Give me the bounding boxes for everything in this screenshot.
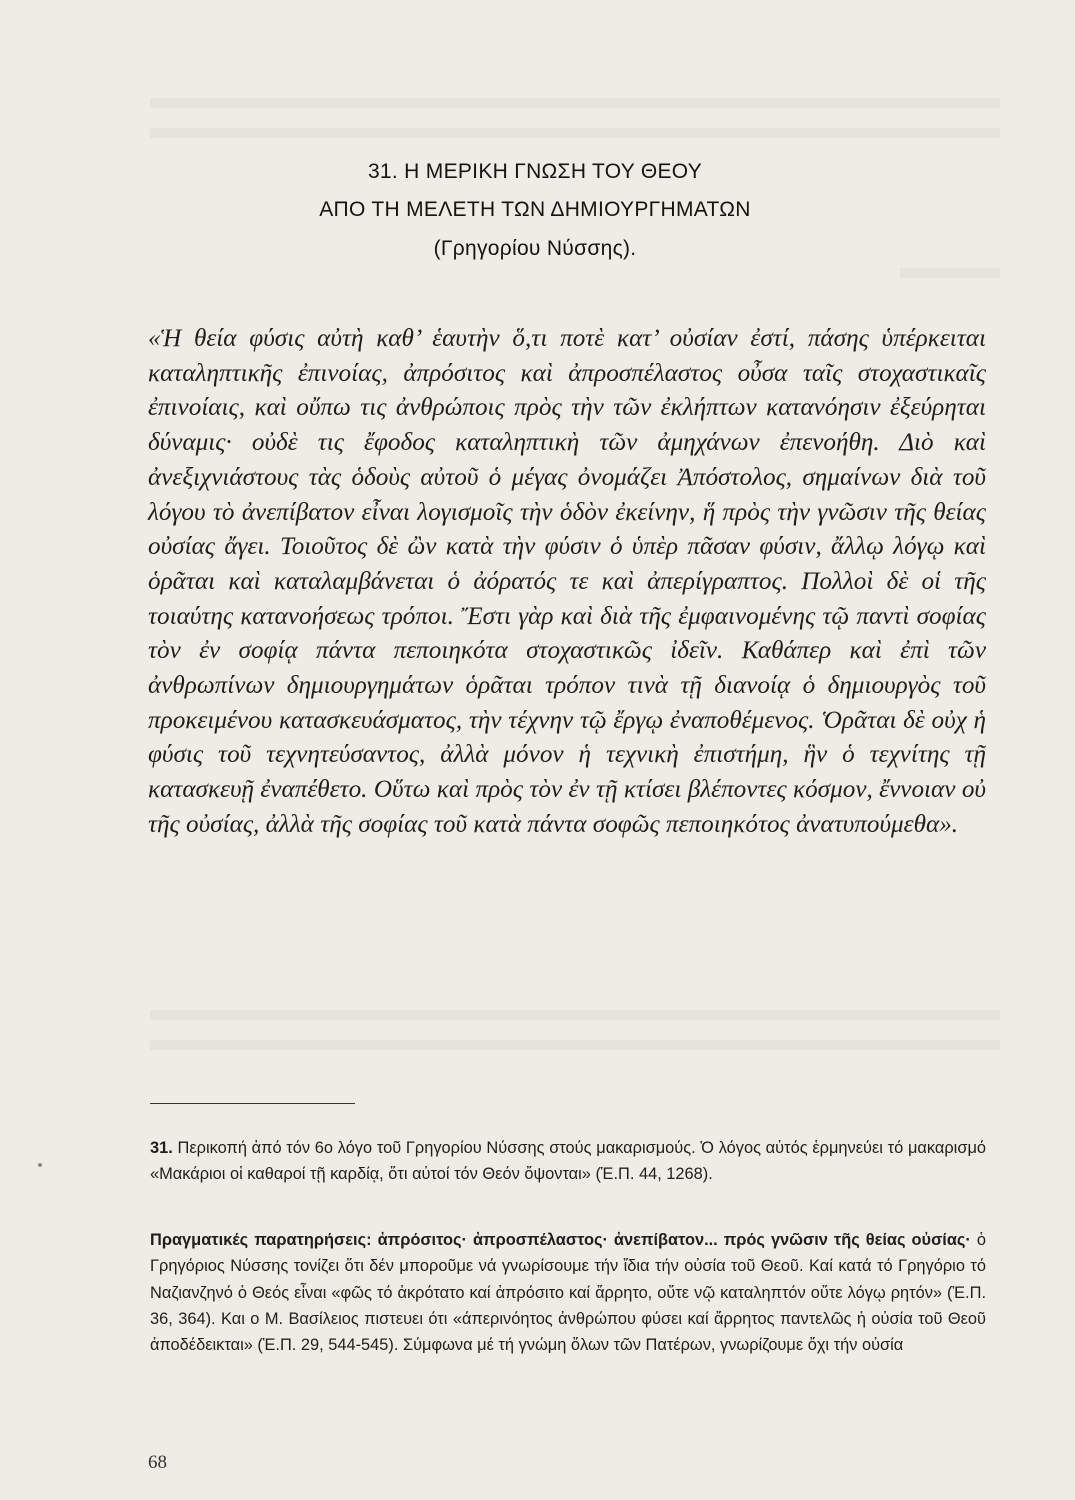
bleed-through-line: [900, 268, 1000, 278]
bleed-through-line: [150, 1010, 1000, 1020]
chapter-title: 31. Η ΜΕΡΙΚΗ ΓΝΩΣΗ ΤΟΥ ΘΕΟΥ: [367, 160, 703, 183]
remarks-text: ὁ Γρηγόριος Νύσσης τονίζει ὅτι δέν μποροῦμε νά γνωρίσουμε τήν ἴδια τήν οὐσία τοῦ Θεοῦ. Καί κατά τό Γρηγόριο τό Ναζιανζηνό ὁ Θεός εἶναι «φῶς τό ἀκρότατο καί ἀπρόσιτο καί ἄρρητο, οὔτε νῷ καταληπτόν οὔτε λόγῳ ρητόν» (Ἑ.Π. 36, 364). Και ο Μ. Βασίλειος πιστευει ότι «άπερινόητος ἀνθρώπου φύσει καί ἄρρητος παντελῶς ἡ οὐσία τοῦ Θεοῦ ἀποδέδεικται» (Ἑ.Π. 29, 544-545). Σύμφωνα μέ τή γνώμη ὅλων τῶν Πατέρων, γνωρίζουμε ὄχι τήν οὐσία: [150, 1231, 986, 1355]
footnote-text: Περικοπή ἀπό τόν 6ο λόγο τοῦ Γρηγορίου Νύσσης στούς μακαρισμούς. Ὁ λόγος αὐτός ἑρμηνεύει τό μακαρισμό «Μακάριοι οἱ καθαροί τῇ καρδίᾳ, ὅτι αὐτοί τόν Θεόν ὄψονται» (Ἑ.Π. 44, 1268).: [150, 1139, 987, 1184]
footnote-remarks: [150, 1227, 986, 1358]
paper-speck: [38, 1163, 42, 1167]
bleed-through-line: [150, 98, 1000, 108]
bleed-through-line: [150, 128, 1000, 138]
remarks-heading: Πραγματικές παρατηρήσεις: ἀπρόσιτος· ἀπροσπέλαστος· ἀνεπίβατον... πρός γνῶσιν τῆς θείας οὐσίας·: [150, 1231, 971, 1249]
chapter-author: (Γρηγορίου Νύσσης).: [433, 237, 637, 260]
quoted-passage: «Ἡ θεία φύσις αὐτὴ καθ’ ἑαυτὴν ὅ,τι ποτὲ κατ’ οὐσίαν ἐστί, πάσης ὑπέρκειται καταληπτικῆς ἐπινοίας, ἀπρόσιτος καὶ ἀπροσπέλαστος οὖσα ταῖς στοχαστικαῖς ἐπινοίαις, καὶ οὔπω τις ἀνθρώποις πρὸς τὴν τῶν ἐκλήπτων κατανόησιν ἐξεύρηται δύναμις· οὐδὲ τις ἔφοδος καταληπτικὴ τῶν ἀμηχάνων ἐπενοήθη. Διὸ καὶ ἀνεξιχνιάστους τὰς ὁδοὺς αὐτοῦ ὁ μέγας ὀνομάζει Ἀπόστολος, σημαίνων διὰ τοῦ λόγου τὸ ἀνεπίβατον εἶναι λογισμοῖς τὴν ὁδὸν ἐκείνην, ἥ πρὸς τὴν γνῶσιν τῆς θείας οὐσίας ἄγει. Τοιοῦτος δὲ ὢν κατὰ τὴν φύσιν ὁ ὑπὲρ πᾶσαν φύσιν, ἄλλῳ λόγῳ καὶ ὁρᾶται καὶ καταλαμβάνεται ὁ ἀόρατός τε καὶ ἀπερίγραπτος. Πολλοὶ δὲ οἱ τῆς τοιαύτης κατανοήσεως τρόποι. Ἔστι γὰρ καὶ διὰ τῆς ἐμφαινομένης τῷ παντὶ σοφίας τὸν ἐν σοφίᾳ πάντα πεποιηκότα στοχαστικῶς ἰδεῖν. Καθάπερ καὶ ἐπὶ τῶν ἀνθρωπίνων δημιουργημάτων ὁρᾶται τρόπον τινὰ τῇ διανοίᾳ ὁ δημιουργὸς τοῦ προκειμένου κατασκευάσματος, τὴν τέχνην τῷ ἔργῳ ἐναποθέμενος. Ὁρᾶται δὲ οὐχ ἡ φύσις τοῦ τεχνητεύσαντος, ἀλλὰ μόνον ἡ τεχνικὴ ἐπιστήμη, ἣν ὁ τεχνίτης τῇ κατασκευῇ ἐναπέθετο. Οὕτω καὶ πρὸς τὸν ἐν τῇ κτίσει βλέποντες κόσμον, ἔννοιαν οὐ τῆς οὐσίας, ἀλλὰ τῆς σοφίας τοῦ κατὰ πάντα σοφῶς πεποιηκότος ἀνατυπούμεθα».: [148, 325, 986, 838]
bleed-through-line: [150, 1040, 1000, 1050]
footnote-divider: [150, 1103, 355, 1104]
chapter-subtitle: ΑΠΟ ΤΗ ΜΕΛΕΤΗ ΤΩΝ ΔΗΜΙΟΥΡΓΗΜΑΤΩΝ: [319, 198, 751, 221]
footnote-number: 31.: [150, 1139, 173, 1157]
page-number: 68: [148, 1452, 167, 1473]
footnote: [150, 1135, 986, 1188]
